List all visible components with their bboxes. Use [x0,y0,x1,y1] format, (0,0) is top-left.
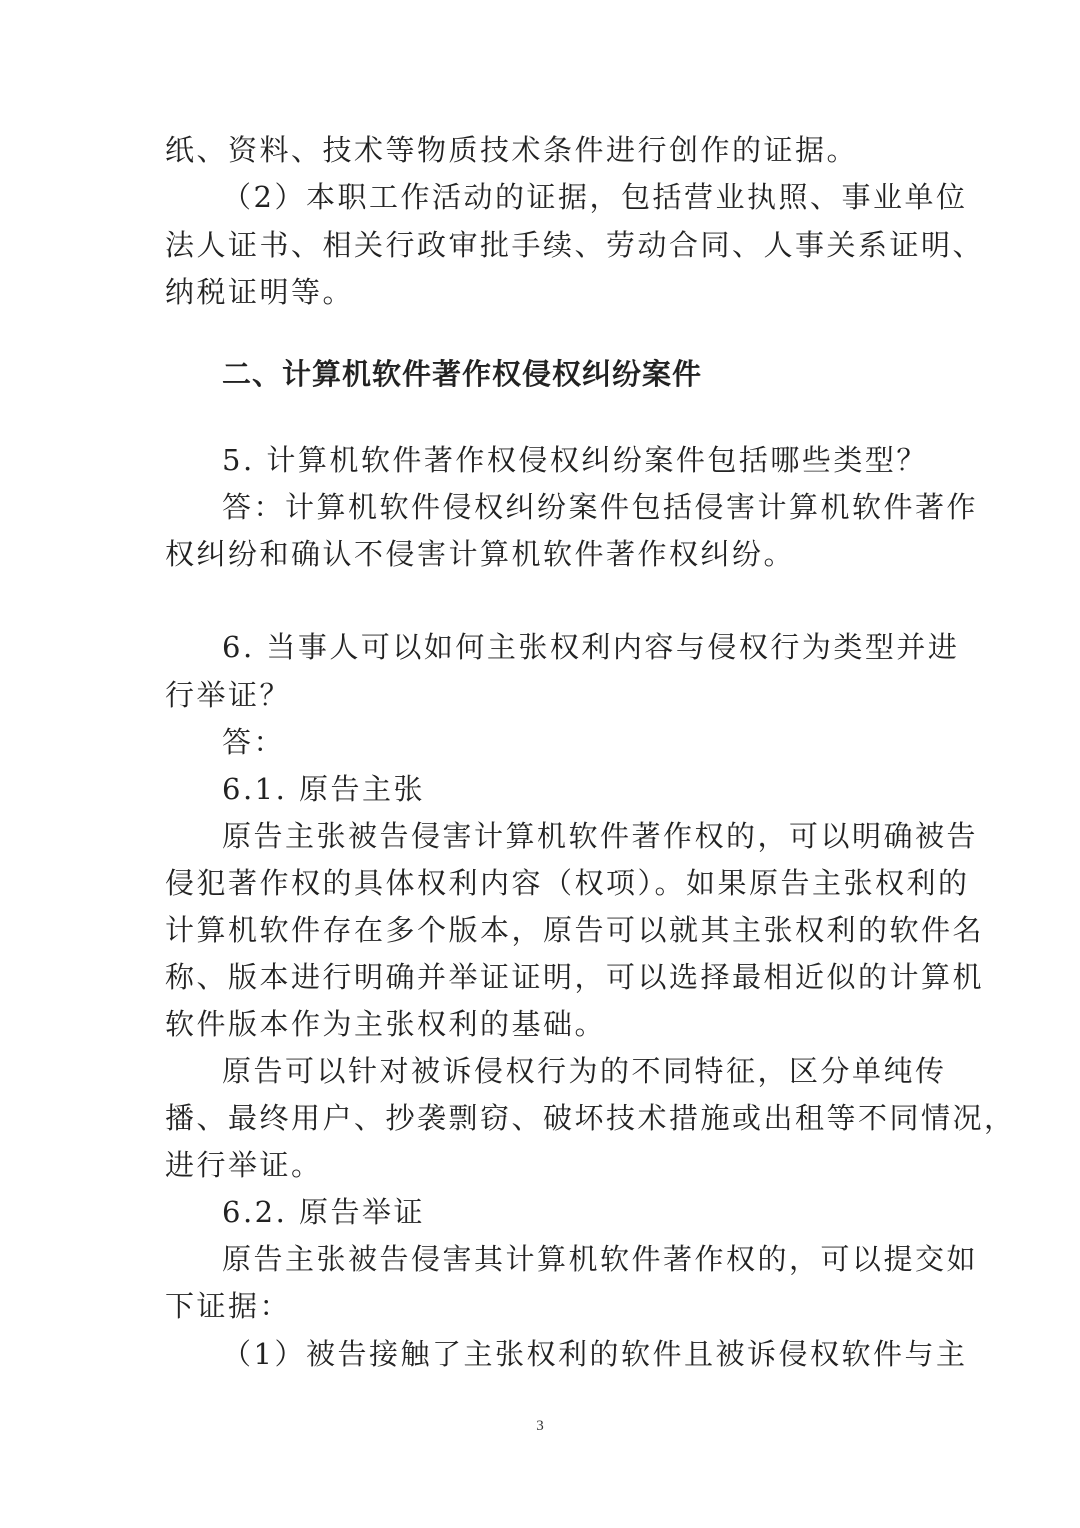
subsection-title-6-1: 6.1. 原告主张 [222,772,426,806]
paragraph-line: 原告可以针对被诉侵权行为的不同特征，区分单纯传 [222,1054,947,1088]
body-text-line: 法人证书、相关行政审批手续、劳动合同、人事关系证明、 [165,228,985,262]
evidence-item-1-line: （1）被告接触了主张权利的软件且被诉侵权软件与主 [222,1337,968,1371]
answer-6-label: 答： [222,725,286,759]
subsection-title-6-2: 6.2. 原告举证 [222,1195,426,1229]
paragraph-line: 侵犯著作权的具体权利内容（权项）。如果原告主张权利的 [165,866,970,900]
paragraph-line: 称、版本进行明确并举证证明，可以选择最相近似的计算机 [165,960,985,994]
question-6-line: 行举证？ [165,678,292,712]
evidence-item-2-line: （2）本职工作活动的证据，包括营业执照、事业单位 [222,180,968,214]
answer-5-line: 答：计算机软件侵权纠纷案件包括侵害计算机软件著作 [222,490,979,524]
body-text-line: 纳税证明等。 [165,275,355,309]
paragraph-line: 原告主张被告侵害其计算机软件著作权的，可以提交如 [222,1242,979,1276]
body-text-line: 纸、资料、技术等物质技术条件进行创作的证据。 [165,133,859,167]
question-5: 5. 计算机软件著作权侵权纠纷案件包括哪些类型？ [222,443,928,477]
paragraph-line: 原告主张被告侵害计算机软件著作权的，可以明确被告 [222,819,979,853]
paragraph-line: 软件版本作为主张权利的基础。 [165,1007,607,1041]
page-number: 3 [536,1418,544,1434]
section-heading: 二、计算机软件著作权侵权纠纷案件 [222,357,703,391]
answer-5-line: 权纠纷和确认不侵害计算机软件著作权纠纷。 [165,537,796,571]
question-6-line: 6. 当事人可以如何主张权利内容与侵权行为类型并进 [222,630,960,664]
paragraph-line: 下证据： [165,1289,292,1323]
paragraph-line: 播、最终用户、抄袭剽窃、破坏技术措施或出租等不同情况， [165,1101,1016,1135]
paragraph-line: 计算机软件存在多个版本，原告可以就其主张权利的软件名 [165,913,985,947]
paragraph-line: 进行举证。 [165,1148,323,1182]
